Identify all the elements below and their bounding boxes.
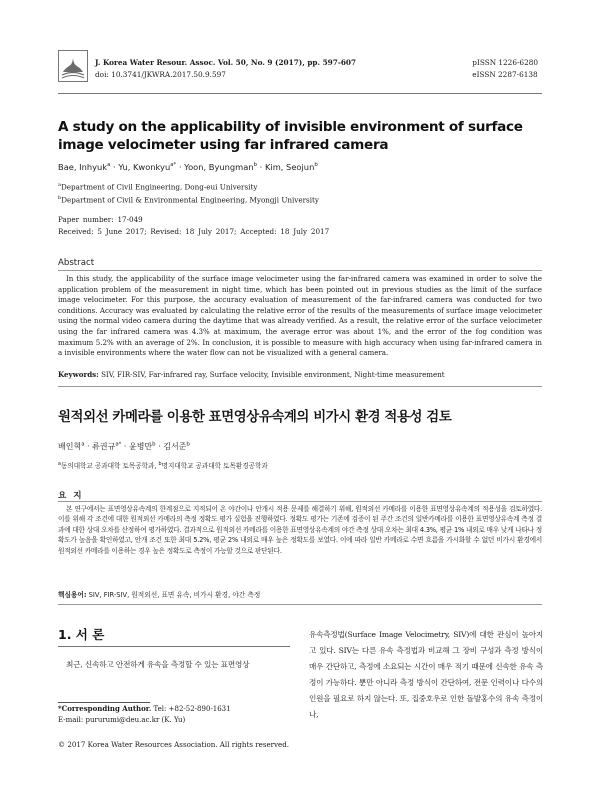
author-sup: a	[107, 162, 111, 169]
corresponding-author	[58, 704, 231, 725]
abstract-text: In this study, the applicability of the surface image velocimeter using the far-infrared camera was examined in order to solve the application problem of the measurement in night time, which has been pointed out in previous studies as the limit of the surface image velocimeter. For this purpose, the accuracy evaluation of measurement of the far-infrared camera was conducted for two conditions. Accuracy was evaluated by calculating the relative error of the results of the measurements of surface image velocimeter using the normal video camera during the daytime that was already verified. As a result, the relative error of the surface velocimeter using the far infrared camera was 4.3% at maximum, the average error was about 1%, and the error of the fog condition was maximum 5.2% with an average of 2%. In conclusion, it is possible to measure with high accuracy when using far-infrared camera in a invisible environments where the water flow can not be visualized with a general camera.	[58, 274, 542, 358]
affiliation-text: Department of Civil Engineering, Dong-eui University	[60, 182, 258, 192]
keywords-value: SIV, FIR-SIV, 원적외선, 표면 유속, 비가시 환경, 야간 측정	[88, 591, 261, 599]
affiliation-line	[58, 193, 319, 206]
keywords-ko	[58, 589, 260, 599]
corresponding-label: *Corresponding Author.	[58, 704, 152, 713]
author-name: Yu, Kwonkyu	[118, 162, 171, 172]
yoji-text: 본 연구에서는 표면영상유속계의 한계점으로 지적되어 온 야간이나 안개시 적용 문제를 해결하기 위해, 원적외선 카메라를 이용한 표면영상유속계의 적용성을 검토하였다. 이를 위해 각 조건에 대한 원적외선 카메라의 측정 정확도 평가 실험을 진행하였다. 정확도 평가는 기존에 검증이 된 주간 조건의 일반카메라를 이용한 표면영상유속계 측정 결과에 대한 상대 오차를 산정하여 평가하였다. 결과적으로 원적외선 카메라를 이용한 표면영상유속계의 야간 측정 상대 오차는 최대 4.3%, 평균 1% 내외로 매우 낮게 나타나 정확도가 높음을 확인하였고, 안개 조건 또한 최대 5.2%, 평균 2% 내외로 매우 높은 정확도를 보였다. 이에 따라 일반 카메라로 수면 흐름을 가시화할 수 없던 비가시 환경에서 원적외선 카메라를 이용하는 경우 높은 정확도로 측정이 가능할 것으로 판단된다.	[58, 505, 542, 555]
journal-citation: J. Korea Water Resour. Assoc. Vol. 50, No. 9 (2017), pp. 597-607	[95, 58, 357, 67]
paper-dates: Received: 5 June 2017; Revised: 18 July 2017; Accepted: 18 July 2017	[58, 226, 330, 236]
copyright: © 2017 Korea Water Resources Association. All rights reserved.	[58, 740, 290, 749]
author-separator: ·	[178, 162, 182, 172]
affiliation-sup: a	[58, 182, 61, 188]
affiliation-sup: b	[158, 461, 162, 467]
author-name: Yoon, Byungman	[184, 162, 254, 172]
section-heading: 1. 서 론	[58, 627, 105, 642]
author-sup: a	[81, 441, 85, 448]
yoji-divider	[58, 501, 542, 502]
affiliation-line	[58, 180, 319, 193]
affiliations-ko	[58, 460, 268, 470]
author-name: 윤병만	[128, 442, 153, 451]
keywords-label: Keywords:	[58, 370, 99, 379]
corresponding-tel: Tel: +82-52-890-1631	[153, 705, 231, 713]
paper-number: Paper number: 17-049	[58, 215, 143, 224]
author-sup: b	[152, 441, 156, 448]
keywords-en	[58, 370, 542, 381]
author-name: 배인혁	[58, 442, 82, 451]
author-separator: ·	[113, 162, 116, 172]
author-name: Kim, Seojun	[264, 162, 315, 172]
affiliation-sup: b	[58, 194, 62, 201]
keywords-ko-divider	[58, 604, 542, 605]
doi[interactable]: doi: 10.3741/JKWRA.2017.50.9.597	[95, 69, 226, 79]
author-sup: a*	[115, 441, 122, 448]
paper-title-en: A study on the applicability of invisible environment of surface image velocimeter using far infrared camera	[58, 119, 523, 153]
body-text-left: 최근, 신속하고 안전하게 유속을 측정할 수 있는 표면영상	[66, 660, 250, 669]
eissn: eISSN 2287-6138	[472, 69, 538, 79]
keywords-label: 핵심용어:	[58, 591, 87, 599]
journal-seal-icon	[58, 50, 88, 82]
pissn: pISSN 1226-6280	[472, 58, 538, 67]
yoji-heading: 요 지	[58, 491, 84, 501]
keywords-divider	[58, 386, 542, 387]
journal-header	[95, 54, 538, 86]
header-divider	[58, 93, 542, 94]
author-sup: b	[253, 162, 258, 169]
author-list-ko	[58, 441, 190, 452]
author-name: 류권규	[92, 442, 116, 451]
abstract-divider	[58, 270, 542, 271]
footnote-divider	[58, 702, 150, 703]
affiliation-text: 명지대학교 공과대학 토목환경공학과	[161, 462, 268, 470]
author-sup: b	[314, 162, 318, 169]
author-list-en	[58, 162, 318, 172]
corresponding-email[interactable]: E-mail: pururumi@deu.ac.kr (K. Yu)	[58, 715, 186, 724]
abstract-heading: Abstract	[58, 258, 95, 268]
author-separator: ·	[123, 442, 127, 451]
author-separator: ·	[87, 442, 90, 451]
author-sup: a*	[170, 162, 177, 169]
affiliation-sup: a	[58, 461, 61, 467]
author-separator: ·	[158, 442, 161, 451]
body-text-right: 유속측정법(Surface Image Velocimetry, SIV)에 대한 관심이 높아지고 있다. SIV는 다른 유속 측정법과 비교해 그 장비 구성과 측정 방식이 매우 간단하고, 측정에 소요되는 시간이 매우 적기 때문에 신속한 유속 측정이 가능하다. 뿐만 아니라 측정 방식이 간단하여, 전문 인력이나 다수의 인원을 필요로 하지 않는다. 또, 집중호우로 인한 돌발홍수의 유속 측정이나,	[309, 630, 543, 719]
affiliation-text: Department of Civil & Environmental Engineering, Myongji University	[61, 195, 319, 205]
section-divider	[58, 646, 290, 647]
keywords-value: SIV, FIR-SIV, Far-infrared ray, Surface velocity, Invisible environment, Night-time measurement	[101, 370, 445, 379]
paper-info	[58, 214, 329, 237]
author-separator: ·	[259, 162, 263, 172]
author-sup: b	[186, 441, 190, 448]
affiliation-text: 동의대학교 공과대학 토목공학과,	[60, 462, 157, 470]
paper-title-ko: 원적외선 카메라를 이용한 표면영상유속계의 비가시 환경 적용성 검토	[58, 410, 452, 425]
affiliations-en	[58, 180, 319, 206]
author-name: 김서준	[163, 442, 187, 451]
author-name: Bae, Inhyuk	[58, 162, 108, 172]
